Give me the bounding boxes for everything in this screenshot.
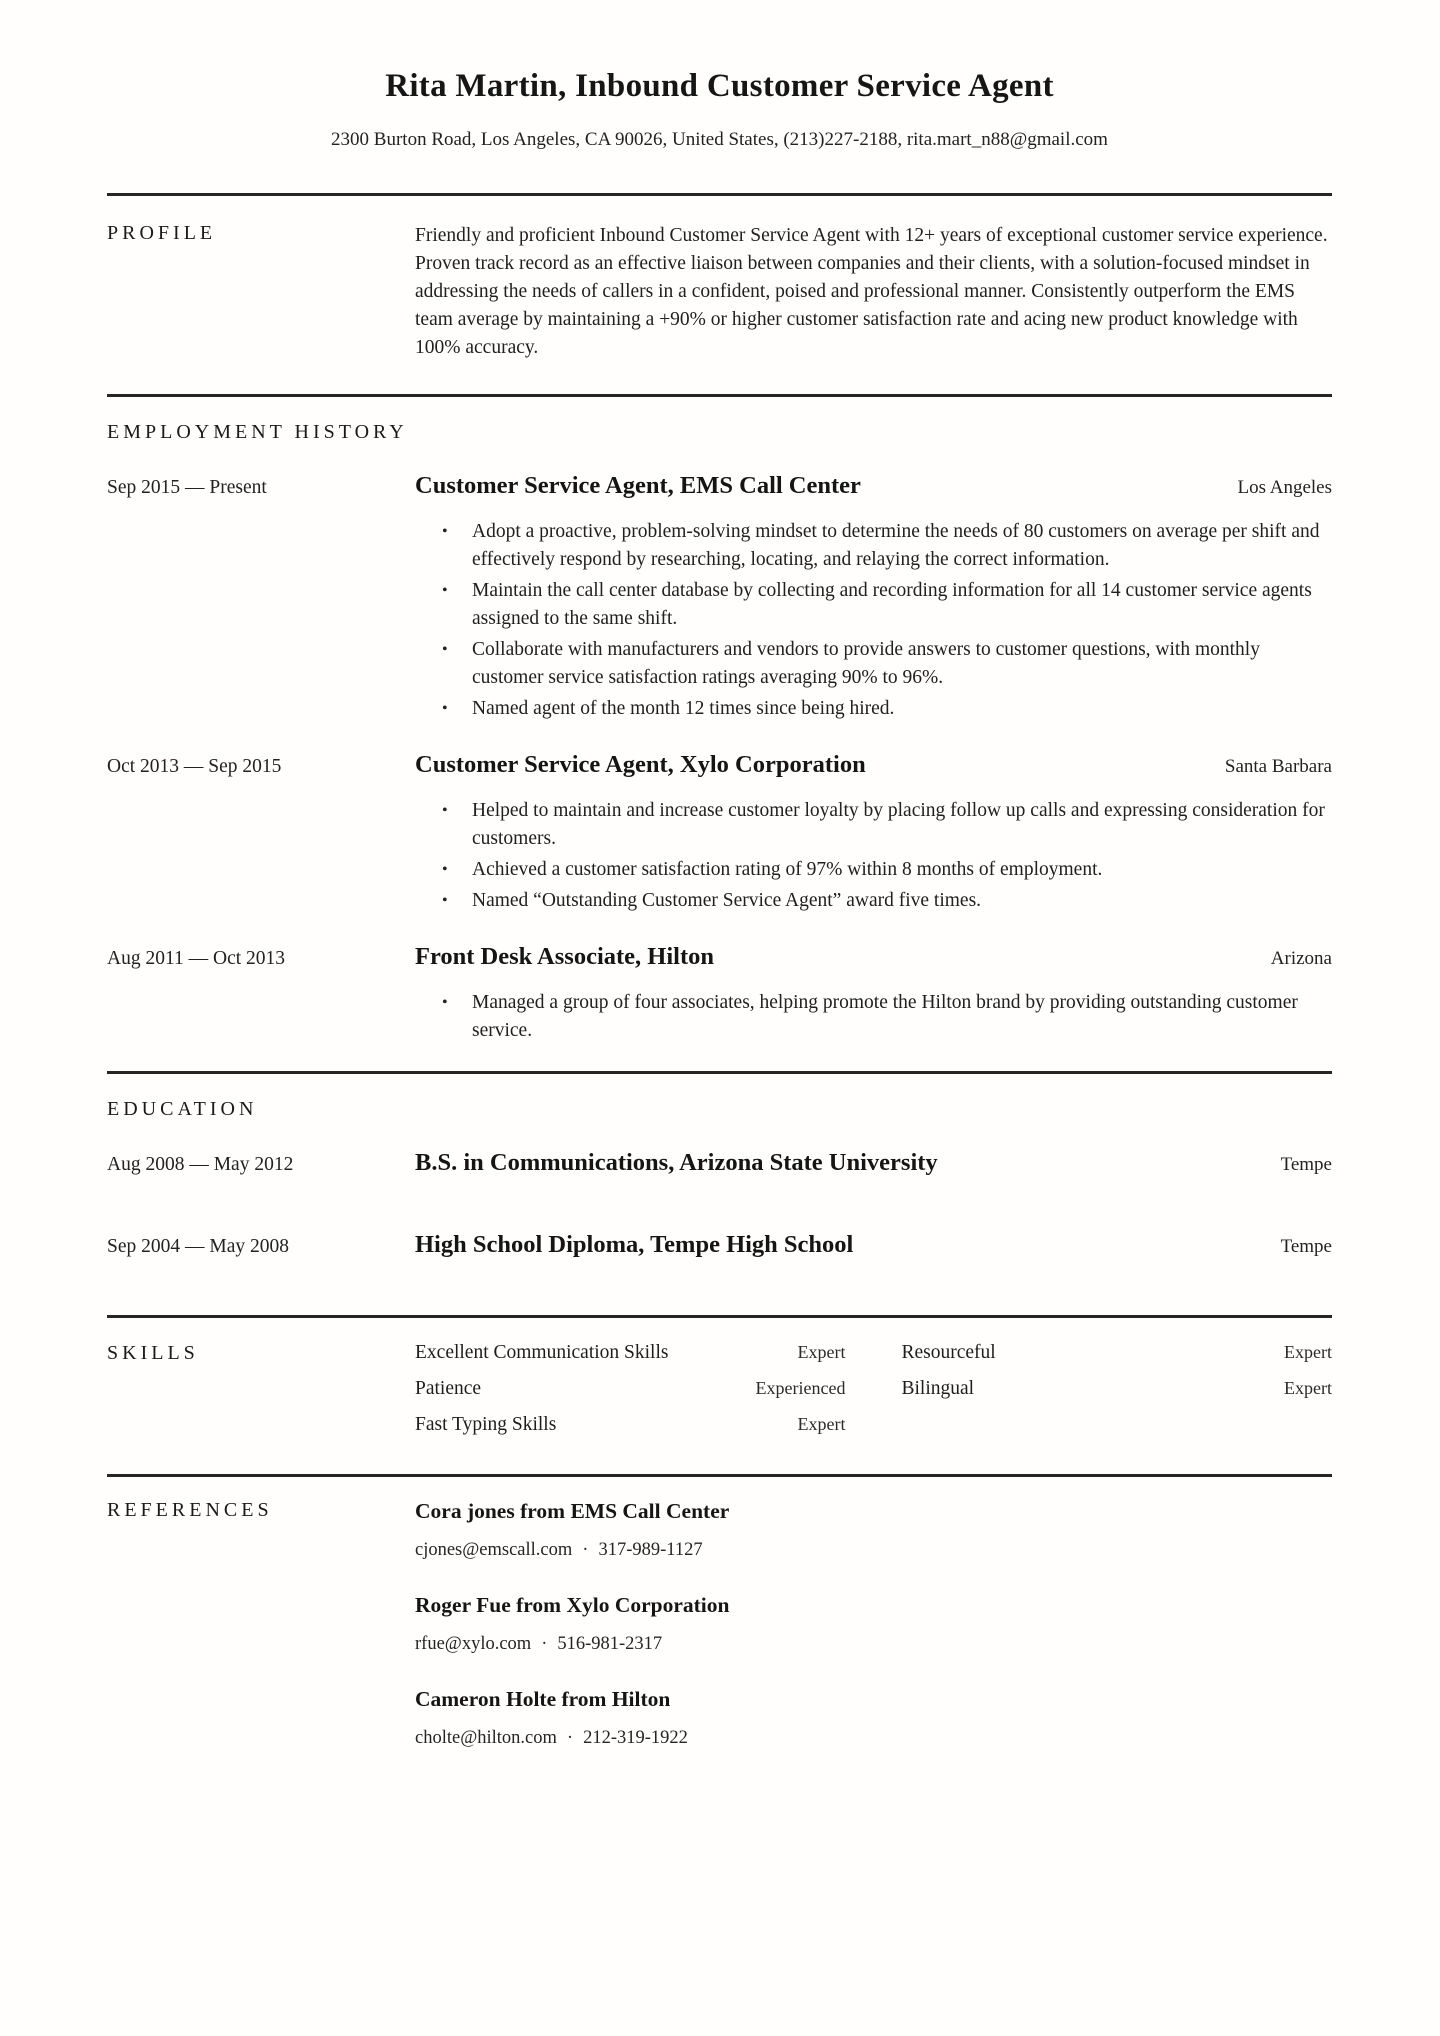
reference-contact <box>415 1540 1332 1561</box>
candidate-name: Rita Martin, Inbound Customer Service Agent <box>385 68 1054 104</box>
bullet-dot-icon: • <box>442 861 448 878</box>
reference-name: Roger Fue from Xylo Corporation <box>415 1593 730 1617</box>
employment-label: EMPLOYMENT HISTORY <box>107 421 408 443</box>
reference-email: rfue@xylo.com <box>415 1634 532 1654</box>
education-title: B.S. in Communications, Arizona State University <box>415 1149 938 1176</box>
job-title: Customer Service Agent, Xylo Corporation <box>415 751 866 778</box>
dot-separator: · <box>541 1634 548 1654</box>
references-section <box>107 1477 1332 1749</box>
reference-entry <box>415 1687 1332 1749</box>
contact-line: 2300 Burton Road, Los Angeles, CA 90026, United States, (213)227-2188, rita.mart_n88@gmail.com <box>331 129 1108 150</box>
bullet-dot-icon: • <box>442 523 448 540</box>
reference-email: cholte@hilton.com <box>415 1728 557 1748</box>
education-location: Tempe <box>1280 1236 1332 1257</box>
skills-label: SKILLS <box>107 1342 199 1364</box>
skill-name: Bilingual <box>901 1378 975 1399</box>
job-bullet-list <box>415 518 1332 723</box>
job-bullet <box>415 856 1332 884</box>
job-entry <box>107 472 1332 723</box>
job-entry <box>107 943 1332 1045</box>
skill-item <box>415 1378 846 1400</box>
skill-name: Fast Typing Skills <box>415 1414 557 1435</box>
skill-level: Experienced <box>755 1378 846 1398</box>
profile-label: PROFILE <box>107 222 217 244</box>
job-heading <box>415 943 1332 971</box>
resume-header <box>107 68 1332 151</box>
job-bullet-text: Managed a group of four associates, helping promote the Hilton brand by providing outstanding customer service. <box>472 992 1298 1041</box>
job-bullet <box>415 695 1332 723</box>
job-main <box>415 751 1332 915</box>
bullet-dot-icon: • <box>442 802 448 819</box>
job-bullet-list <box>415 989 1332 1045</box>
job-dates: Oct 2013 — Sep 2015 <box>107 756 282 777</box>
job-location: Arizona <box>1270 948 1332 969</box>
references-label: REFERENCES <box>107 1499 273 1521</box>
job-location: Santa Barbara <box>1224 756 1332 777</box>
education-entry <box>107 1231 1332 1259</box>
job-bullet-text: Maintain the call center database by collecting and recording information for all 14 customer service agents assigned to the same shift. <box>472 580 1312 629</box>
skill-name: Resourceful <box>901 1342 996 1363</box>
skill-level: Expert <box>797 1342 846 1362</box>
job-bullet-text: Adopt a proactive, problem-solving mindset to determine the needs of 80 customers on average per shift and effectively respond by researching, locating, and relaying the correct information. <box>472 521 1320 570</box>
job-bullet-text: Named “Outstanding Customer Service Agent” award five times. <box>472 890 982 911</box>
reference-phone: 516-981-2317 <box>557 1634 663 1654</box>
job-bullet <box>415 518 1332 574</box>
reference-contact <box>415 1728 1332 1749</box>
job-bullet-text: Helped to maintain and increase customer loyalty by placing follow up calls and expressing consideration for customers. <box>472 800 1325 849</box>
skill-item <box>415 1342 846 1364</box>
job-bullet <box>415 989 1332 1045</box>
skill-level: Expert <box>1284 1342 1332 1362</box>
skill-item <box>902 1378 1333 1400</box>
reference-entry <box>415 1593 1332 1655</box>
skill-level: Expert <box>1284 1378 1332 1398</box>
bullet-dot-icon: • <box>442 700 448 717</box>
skills-section <box>107 1318 1332 1474</box>
education-location: Tempe <box>1280 1154 1332 1175</box>
education-section <box>107 1074 1332 1315</box>
reference-contact <box>415 1634 1332 1655</box>
job-main <box>415 943 1332 1045</box>
bullet-dot-icon: • <box>442 641 448 658</box>
job-bullet <box>415 636 1332 692</box>
education-label: EDUCATION <box>107 1098 258 1120</box>
reference-entry <box>415 1499 1332 1561</box>
job-heading <box>415 472 1332 500</box>
employment-section <box>107 397 1332 1071</box>
bullet-dot-icon: • <box>442 892 448 909</box>
job-title: Front Desk Associate, Hilton <box>415 943 714 970</box>
job-bullet-list <box>415 797 1332 915</box>
job-heading <box>415 751 1332 779</box>
education-main <box>415 1231 1332 1259</box>
job-main <box>415 472 1332 723</box>
education-entry <box>107 1149 1332 1177</box>
job-bullet <box>415 797 1332 853</box>
profile-text: Friendly and proficient Inbound Customer Service Agent with 12+ years of exceptional customer service experience. Proven track record as an effective liaison between companies and their clients, with a solution-focused mindset in addressing the needs of callers in a confident, poised and professional manner. Consistently outperform the EMS team average by maintaining a +90% or higher customer satisfaction rate and acing new product knowledge with 100% accuracy. <box>415 225 1328 358</box>
skill-level: Expert <box>797 1414 846 1434</box>
job-location: Los Angeles <box>1237 477 1332 498</box>
skills-grid <box>415 1342 1332 1436</box>
dot-separator: · <box>582 1540 589 1560</box>
reference-name: Cora jones from EMS Call Center <box>415 1499 730 1523</box>
job-bullet <box>415 887 1332 915</box>
education-main <box>415 1149 1332 1177</box>
job-bullet <box>415 577 1332 633</box>
skill-name: Excellent Communication Skills <box>415 1342 669 1363</box>
reference-phone: 212-319-1922 <box>583 1728 688 1748</box>
profile-section <box>107 196 1332 394</box>
references-list <box>415 1499 1332 1749</box>
reference-email: cjones@emscall.com <box>415 1540 573 1560</box>
job-bullet-text: Achieved a customer satisfaction rating of 97% within 8 months of employment. <box>472 859 1103 880</box>
job-entry <box>107 751 1332 915</box>
reference-phone: 317-989-1127 <box>598 1540 703 1560</box>
skill-item <box>415 1414 846 1436</box>
job-bullet-text: Collaborate with manufacturers and vendors to provide answers to customer questions, with monthly customer service satisfaction ratings averaging 90% to 96%. <box>472 639 1260 688</box>
skill-name: Patience <box>415 1378 482 1399</box>
job-dates: Aug 2011 — Oct 2013 <box>107 948 286 969</box>
job-bullet-text: Named agent of the month 12 times since being hired. <box>472 698 895 719</box>
dot-separator: · <box>566 1728 574 1748</box>
job-dates: Sep 2015 — Present <box>107 477 267 498</box>
education-dates: Sep 2004 — May 2008 <box>107 1236 289 1257</box>
bullet-dot-icon: • <box>442 994 448 1011</box>
education-title: High School Diploma, Tempe High School <box>415 1231 854 1258</box>
education-dates: Aug 2008 — May 2012 <box>107 1154 294 1175</box>
bullet-dot-icon: • <box>442 582 448 599</box>
job-title: Customer Service Agent, EMS Call Center <box>415 472 861 499</box>
skill-item <box>902 1342 1333 1364</box>
reference-name: Cameron Holte from Hilton <box>415 1687 671 1711</box>
